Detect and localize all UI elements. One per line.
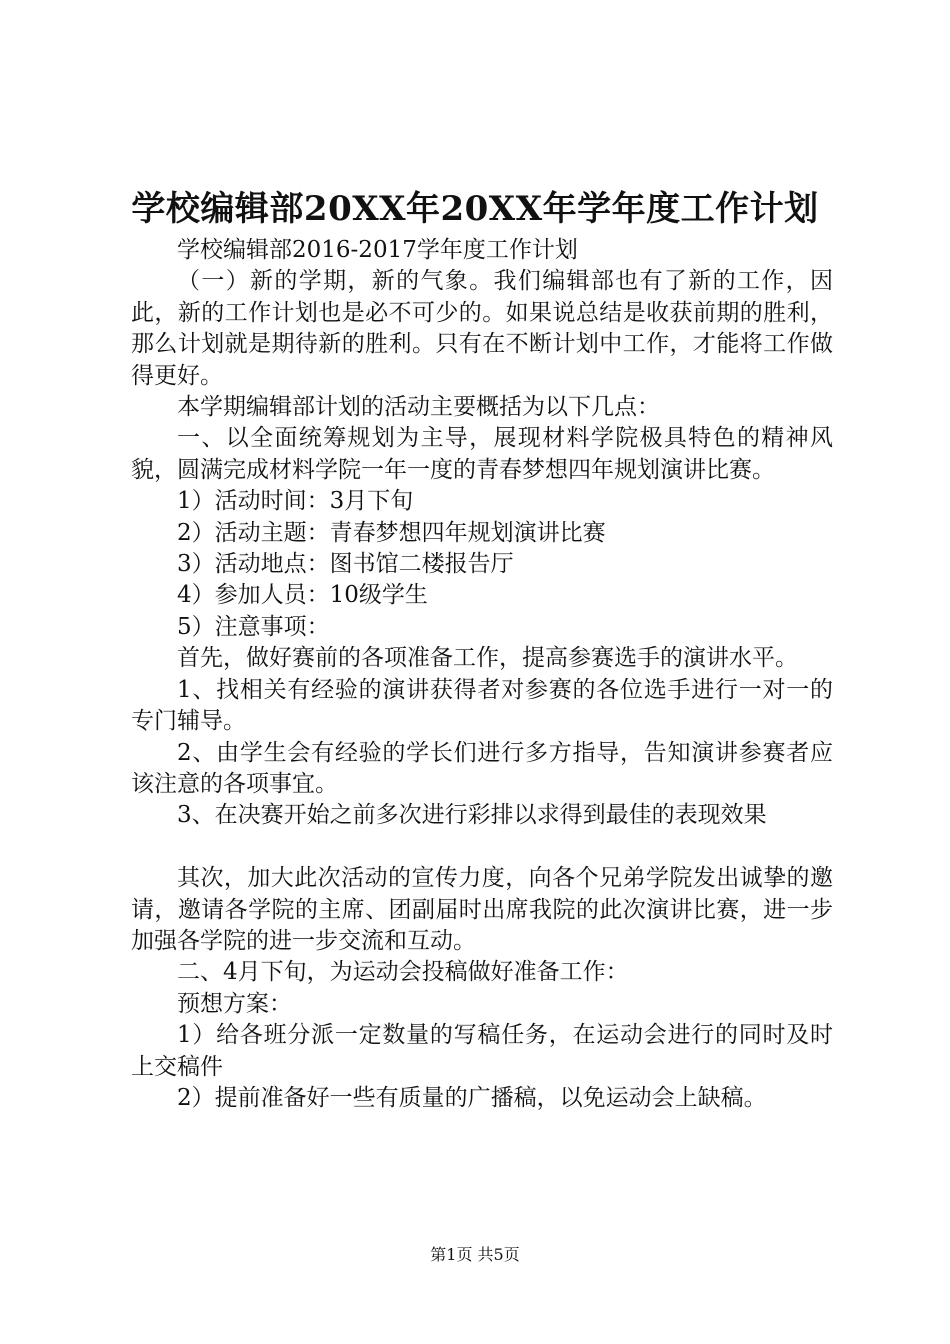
paragraph-subtitle: 学校编辑部2016-2017学年度工作计划 [177, 237, 578, 263]
paragraph-point-two: 二、4月下旬，为运动会投稿做好准备工作： [177, 959, 629, 986]
paragraph-participants: 4）参加人员：10级学生 [177, 582, 428, 609]
paragraph-point-one: 一、以全面统筹规划为主导，展现材料学院极具特色的精神风貌，圆满完成材料学院一年一度的青春梦想四年规划演讲比赛。 [131, 425, 833, 483]
paragraph-item-1: 1、找相关有经验的演讲获得者对参赛的各位选手进行一对一的专门辅导。 [131, 676, 833, 735]
paragraph-first-prep: 首先，做好赛前的各项准备工作，提高参赛选手的演讲水平。 [177, 645, 798, 672]
paragraph-intro: （一）新的学期，新的气象。我们编辑部也有了新的工作，因此，新的工作计划也是必不可少的。如果说总结是收获前期的胜利，那么计划就是期待新的胜利。只有在不断计划中工作，才能将工作做得更好。 [131, 268, 833, 389]
paragraph-blank [131, 832, 833, 863]
paragraph-item-2: 2、由学生会有经验的学长们进行多方指导，告知演讲参赛者应该注意的各项事宜。 [131, 739, 833, 797]
paragraph-activity-location: 3）活动地点：图书馆二楼报告厅 [177, 551, 514, 578]
paragraph-plan-1: 1）给各班分派一定数量的写稿任务，在运动会进行的同时及时上交稿件 [131, 1022, 833, 1080]
paragraph-activity-time: 1）活动时间：3月下旬 [177, 488, 414, 515]
paragraph-activity-theme: 2）活动主题：青春梦想四年规划演讲比赛 [177, 519, 606, 546]
paragraph-notes-heading: 5）注意事项： [177, 613, 330, 640]
page-number-footer: 第1页 共5页 [430, 1245, 520, 1264]
paragraph-publicity: 其次，加大此次活动的宣传力度，向各个兄弟学院发出诚挚的邀请，邀请各学院的主席、团副届时出席我院的此次演讲比赛，进一步加强各学院的进一步交流和互动。 [131, 865, 833, 954]
document-body [131, 235, 833, 1114]
document-title: 学校编辑部20XX年20XX年学年度工作计划 [131, 189, 819, 229]
paragraph-item-3: 3、在决赛开始之前多次进行彩排以求得到最佳的表现效果 [177, 802, 767, 829]
paragraph-plan-2: 2）提前准备好一些有质量的广播稿，以免运动会上缺稿。 [177, 1084, 767, 1111]
paragraph-plan-heading: 预想方案： [177, 990, 292, 1017]
paragraph-summary-lead: 本学期编辑部计划的活动主要概括为以下几点： [177, 394, 660, 421]
